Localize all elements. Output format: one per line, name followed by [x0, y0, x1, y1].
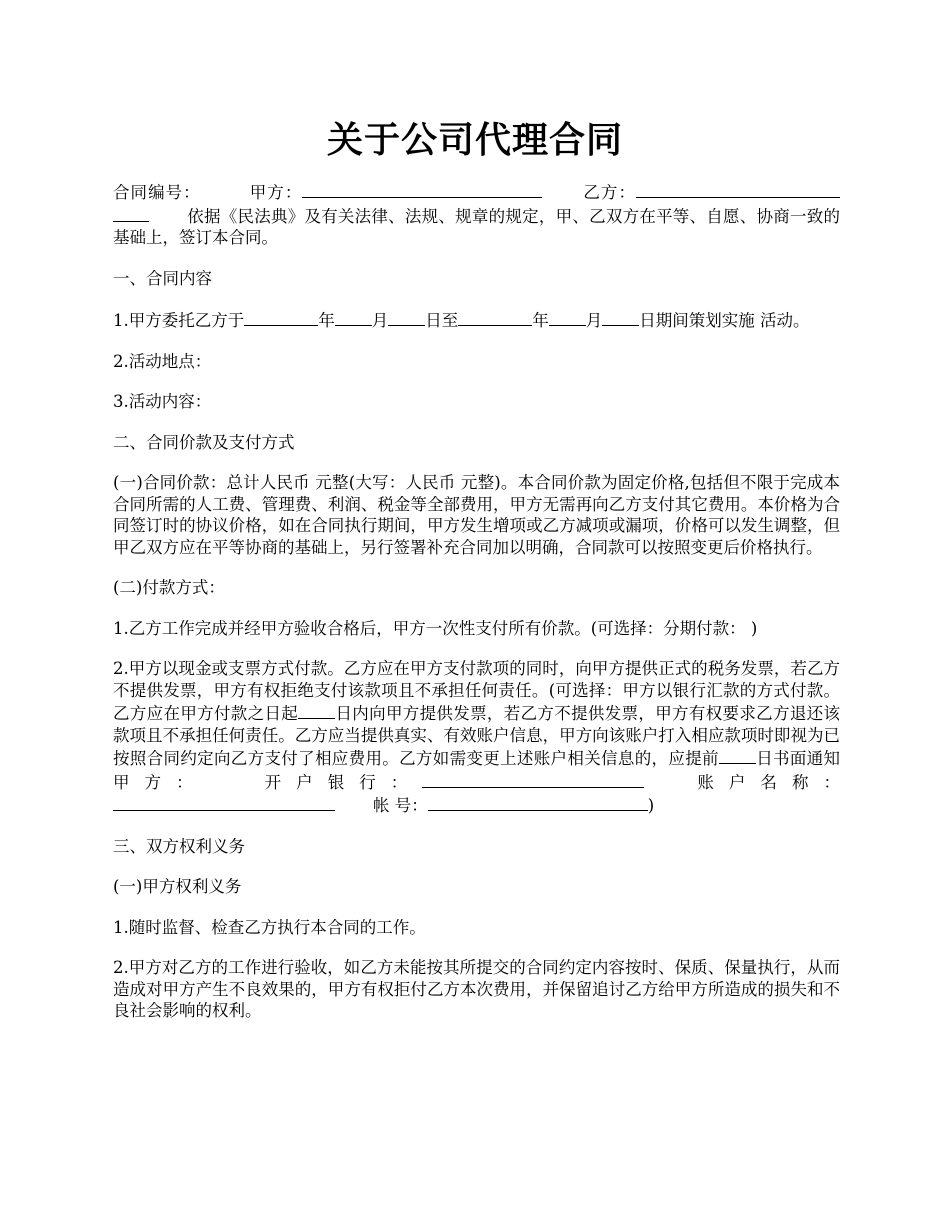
party-b-blank-cont	[113, 204, 149, 222]
party-a-rights-item-1: 1.随时监督、检查乙方执行本合同的工作。	[113, 917, 426, 937]
section-1-item-3: 3.活动内容：	[113, 392, 212, 411]
party-a-label: 甲方：	[248, 183, 303, 202]
end-day-blank	[602, 308, 639, 326]
payment-item-2	[113, 658, 840, 817]
item1-text-a: 1.甲方委托乙方于	[113, 311, 245, 330]
account-name-label: 账户名称：	[682, 772, 841, 792]
invoice-days-blank	[298, 701, 335, 719]
item1-text-b: 年	[318, 311, 335, 330]
end-month-blank	[549, 308, 586, 326]
contract-price-paragraph: (一)合同价款：总计人民币 元整(大写：人民币 元整)。本合同价款为固定价格,包括但不限于完成本合同所需的人工费、管理费、利润、税金等全部费用，甲方无需再向乙方支付其它费用。本价格为合同签订时的协议价格，如在合同执行期间，甲方发生增项或乙方减项或漏项，价格可以发生调整，但甲乙双方应在平等协商的基础上，另行签署补充合同加以明确，合同款可以按照变更后价格执行。	[113, 473, 840, 557]
party-a-rights-item-2: 2.甲方对乙方的工作进行验收，如乙方未能按其所提交的合同约定内容按时、保质、保量执行，从而造成对甲方产生不良效果的，甲方有权拒付乙方本次费用，并保留追讨乙方给甲方所造成的损失和不良社会影响的权利。	[113, 958, 840, 1020]
section-1-item-1	[113, 308, 840, 332]
bank-blank	[422, 770, 534, 788]
contract-no-label: 合同编号：	[113, 183, 201, 202]
account-no-blank-cont	[586, 793, 648, 811]
start-day-blank	[388, 308, 425, 326]
pay2-text-c: 日书面通知甲方：	[113, 749, 841, 792]
document-title: 关于公司代理合同	[326, 119, 623, 161]
party-a-blank	[302, 180, 542, 198]
item1-text-c: 月	[371, 311, 389, 330]
item1-text-f: 月	[585, 311, 603, 330]
payment-item-1: 1.乙方工作完成并经甲方验收合格后，甲方一次性支付所有价款。(可选择：分期付款： )	[113, 618, 758, 638]
item1-text-g: 日期间策划实施 活动。	[639, 311, 810, 330]
bank-blank-cont	[534, 770, 644, 788]
payment-method-heading: (二)付款方式：	[113, 578, 225, 597]
pay2-text-b: 日内向甲方提供发票，若乙方不提供发票，甲方有权要求乙方退还该款项且不承担任何责任。乙方应当提供真实、有效账户信息，甲方向该账户打入相应款项时即视为已按照合同约定向乙方支付了相应费用。乙方如需变更上述账户相关信息的，应提前	[113, 704, 841, 768]
end-year-blank	[458, 308, 532, 326]
account-no-label: 帐 号：	[373, 796, 428, 815]
account-name-blank	[113, 793, 335, 811]
section-1-heading: 一、合同内容	[113, 268, 212, 288]
section-2-heading: 二、合同价款及支付方式	[113, 432, 295, 452]
party-a-rights-heading: (一)甲方权利义务	[113, 877, 242, 896]
party-b-label: 乙方：	[582, 183, 637, 202]
start-year-blank	[244, 308, 318, 326]
start-month-blank	[335, 308, 372, 326]
bank-label: 开户银行：	[249, 772, 423, 792]
notice-days-blank	[719, 746, 756, 764]
item1-text-d: 日至	[425, 311, 459, 330]
intro-text: 依据《民法典》及有关法律、法规、规章的规定，甲、乙双方在平等、自愿、协商一致的基础上，签订本合同。	[113, 206, 840, 247]
account-no-blank	[428, 793, 586, 811]
item1-text-e: 年	[532, 311, 549, 330]
pay2-text-a: 2.甲方以现金或支票方式付款。乙方应在甲方支付款项的同时，向甲方提供正式的税务发票，若乙方不提供发票，甲方有权拒绝支付该款项且不承担任何责任。(可选择：甲方以银行汇款的方式付款。乙方应在甲方付款之日起	[113, 659, 840, 723]
section-1-item-2: 2.活动地点：	[113, 351, 212, 371]
party-b-blank	[636, 180, 840, 198]
pay2-close: )	[647, 796, 655, 815]
document-body	[113, 180, 840, 1041]
section-3-heading: 三、双方权利义务	[113, 836, 245, 856]
contract-header-paragraph	[113, 180, 840, 249]
